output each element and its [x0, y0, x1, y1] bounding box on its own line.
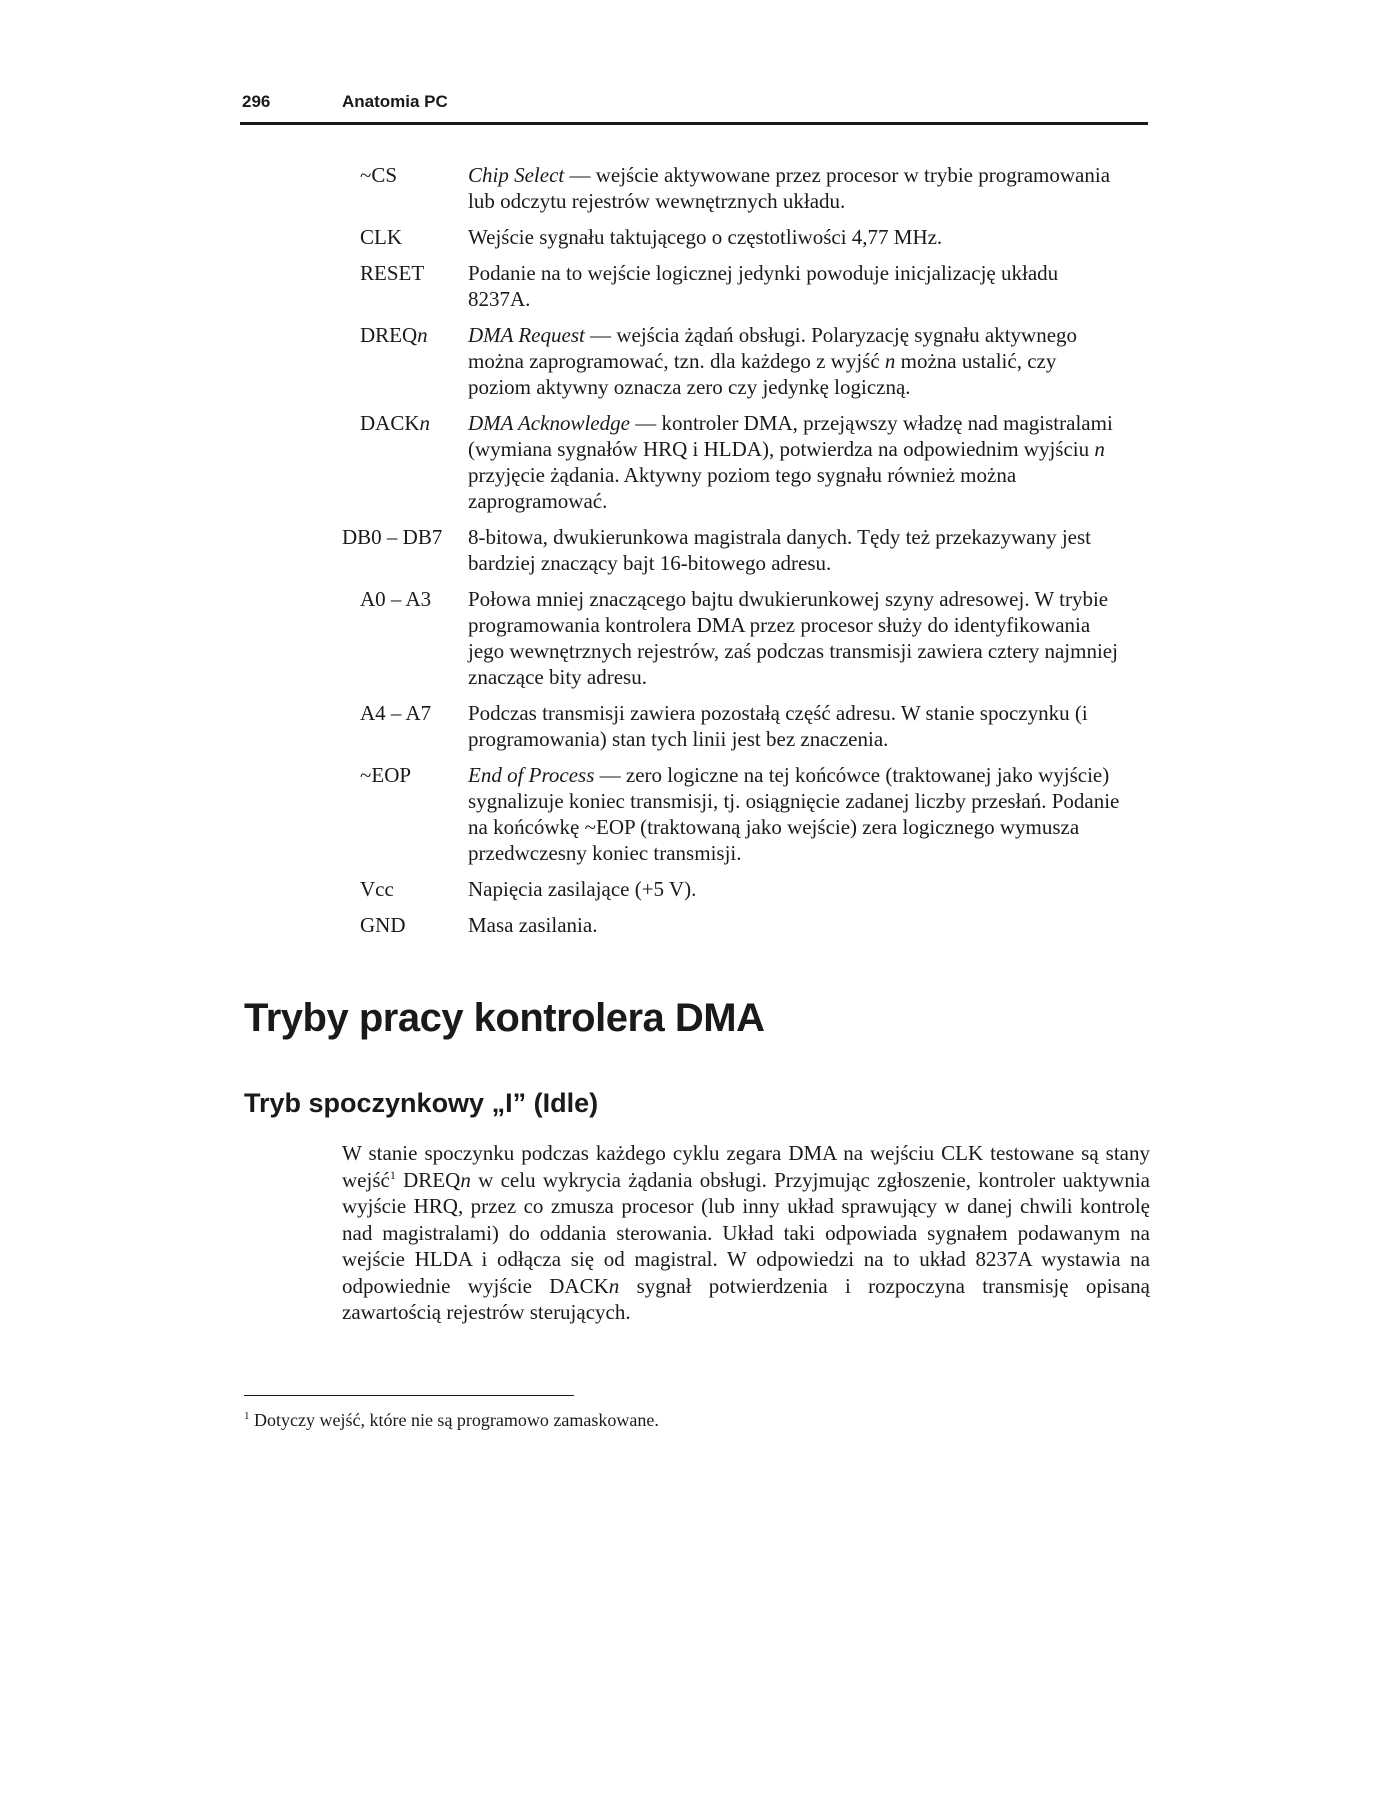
footnote-marker: 1 — [244, 1410, 250, 1422]
pin-row — [360, 224, 1120, 250]
pin-row — [360, 762, 1120, 866]
pin-row — [360, 876, 1120, 902]
section-heading: Tryby pracy kontrolera DMA — [244, 996, 765, 1040]
footnote-text: Dotyczy wejść, które nie są programowo zamaskowane. — [249, 1410, 659, 1430]
pin-row — [360, 912, 1120, 938]
pin-description: Masa zasilania. — [468, 913, 598, 937]
pin-row — [360, 586, 1120, 690]
footnote — [244, 1410, 659, 1431]
pin-name: DB0 – DB7 — [342, 525, 443, 549]
subsection-heading: Tryb spoczynkowy „I” (Idle) — [244, 1088, 599, 1118]
pin-description: Podczas transmisji zawiera pozostałą część adresu. W stanie spoczynku (i programowania) stan tych linii jest bez znaczenia. — [468, 701, 1088, 751]
pin-description: End of Process — zero logiczne na tej końcówce (traktowanej jako wyjście) sygnalizuje koniec transmisji, tj. osiągnięcie zadanej liczby przesłań. Podanie na końcówkę ~EOP (traktowaną jako wejście) zera logicznego wymusza przedwczesny koniec transmisji. — [468, 763, 1120, 865]
pin-description: Wejście sygnału taktującego o częstotliwości 4,77 MHz. — [468, 225, 943, 249]
pin-description: Napięcia zasilające (+5 V). — [468, 877, 697, 901]
pin-name: RESET — [360, 261, 425, 285]
pin-name: A4 – A7 — [360, 701, 432, 725]
pin-name: ~CS — [360, 163, 398, 187]
pin-name: CLK — [360, 225, 402, 249]
pin-description: 8-bitowa, dwukierunkowa magistrala danych. Tędy też przekazywany jest bardziej znaczący bajt 16-bitowego adresu. — [468, 525, 1091, 575]
pin-row — [342, 524, 1120, 576]
pin-description: Chip Select — wejście aktywowane przez procesor w trybie programowania lub odczytu rejestrów wewnętrznych układu. — [468, 163, 1111, 213]
pin-row — [360, 700, 1120, 752]
pin-row — [360, 260, 1120, 312]
pin-row — [360, 162, 1120, 214]
pin-name: DACKn — [360, 411, 431, 435]
pin-name: A0 – A3 — [360, 587, 432, 611]
pin-name: GND — [360, 913, 406, 937]
running-title: Anatomia PC — [342, 92, 448, 111]
pin-description: DMA Request — wejścia żądań obsługi. Polaryzację sygnału aktywnego można zaprogramować, tzn. dla każdego z wyjść n można ustalić, czy poziom aktywny oznacza zero czy jedynkę logiczną. — [468, 323, 1078, 399]
pin-definition-list — [342, 162, 1120, 948]
footnote-reference: 1 — [389, 1167, 396, 1182]
footnote-divider — [244, 1395, 574, 1396]
pin-name: ~EOP — [360, 763, 412, 787]
pin-name: DREQn — [360, 323, 428, 347]
pin-description: Podanie na to wejście logicznej jedynki powoduje inicjalizację układu 8237A. — [468, 261, 1059, 311]
pin-description: Połowa mniej znaczącego bajtu dwukierunkowej szyny adresowej. W trybie programowania kontrolera DMA przez procesor służy do identyfikowania jego wewnętrznych rejestrów, zaś podczas transmisji zawiera cztery najmniej znaczące bity adresu. — [468, 587, 1118, 689]
pin-name: Vcc — [360, 877, 394, 901]
pin-description: DMA Acknowledge — kontroler DMA, przejąwszy władzę nad magistralami (wymiana sygnałów HRQ i HLDA), potwierdza na odpowiednim wyjściu n przyjęcie żądania. Aktywny poziom tego sygnału również można zaprogramować. — [468, 411, 1113, 513]
pin-row — [360, 322, 1120, 400]
page-header — [240, 92, 1148, 125]
body-paragraph: W stanie spoczynku podczas każdego cyklu zegara DMA na wejściu CLK testowane są stany wejść$^1$ DREQn w celu wykrycia żądania obsługi. Przyjmując zgłoszenie, kontroler uaktywnia wyjście HRQ, przez co zmusza procesor (lub inny układ sprawujący w danej chwili kontrolę nad magistralami) do oddania sterowania. Układ taki odpowiada sygnałem podawanym na wejście HLDA i odłącza się od magistral. W odpowiedzi na to układ 8237A wystawia na odpowiednie wyjście DACKn sygnał potwierdzenia i rozpoczyna transmisję opisaną zawartością rejestrów sterujących. — [342, 1141, 1151, 1324]
page-number: 296 — [242, 92, 271, 111]
pin-row — [360, 410, 1120, 514]
